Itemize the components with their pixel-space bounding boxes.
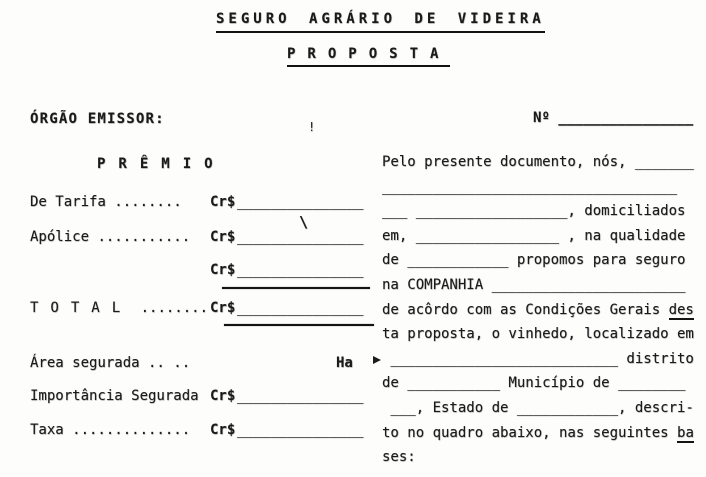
body-line xyxy=(382,150,704,175)
fill-in-blank: _______________ xyxy=(237,229,364,245)
issuer-label: ÓRGÃO EMISSOR: xyxy=(30,111,165,127)
row-total xyxy=(30,300,390,316)
body-text: ses: xyxy=(382,449,416,466)
body-text: ta proposta, o vinhedo, localizado em xyxy=(382,326,694,343)
body-line xyxy=(382,421,704,446)
body-text: de ___________ Município de ________ xyxy=(382,375,686,392)
body-text: Pelo presente documento, nós, _______ xyxy=(382,154,694,170)
arrow-right-icon xyxy=(373,356,381,364)
document-subtitle: PROPOSTA xyxy=(287,46,450,67)
body-text: ___________________________________ xyxy=(382,178,678,195)
unit-label: Ha xyxy=(336,355,353,371)
policy-number-row xyxy=(533,110,693,126)
row-importancia-segurada xyxy=(30,388,390,404)
dot-leaders: ........ xyxy=(105,194,182,210)
fill-in-blank: _______________ xyxy=(237,388,364,404)
continuation-underline: ba xyxy=(677,424,694,441)
fill-in-blank: _______________ xyxy=(237,262,364,278)
body-line xyxy=(382,248,704,273)
field-label: Apólice xyxy=(30,229,90,245)
body-line xyxy=(382,199,704,224)
body-text: ___ __________________, domiciliados xyxy=(382,203,686,220)
dot-leaders: .. .. xyxy=(139,355,191,371)
body-text: de acôrdo com as Condições Gerais xyxy=(382,301,669,318)
field-label: Importância Segurada xyxy=(30,388,199,404)
total-double-rule-line xyxy=(224,324,374,326)
body-text: ___________________________ distrito xyxy=(382,350,694,367)
body-line xyxy=(382,445,704,470)
fill-in-blank: _______________ xyxy=(237,300,364,316)
row-area-segurada xyxy=(30,355,390,371)
continuation-underline: des xyxy=(668,301,694,318)
body-line xyxy=(382,224,704,249)
premium-section-heading: PRÊMIO xyxy=(97,156,226,172)
body-text: to no quadro abaixo, nas seguintes xyxy=(382,424,678,441)
body-line xyxy=(382,347,704,372)
currency-symbol: Cr$ xyxy=(210,388,236,404)
currency-symbol: Cr$ xyxy=(210,422,236,438)
sum-rule-line xyxy=(222,287,370,289)
fill-in-blank: _______________ xyxy=(237,422,364,438)
field-label: Taxa xyxy=(30,422,64,438)
number-fill-in-blank: ________________ xyxy=(558,110,694,126)
declaration-text-column xyxy=(382,150,704,470)
row-taxa xyxy=(30,422,390,438)
dot-leaders: ........... xyxy=(89,229,191,245)
field-label: Área segurada xyxy=(30,355,140,371)
currency-symbol: Cr$ xyxy=(210,262,236,278)
document-title: SEGURO AGRÁRIO DE VIDEIRA xyxy=(216,11,545,33)
body-line xyxy=(382,273,704,298)
body-text: ___, Estado de ____________, descri- xyxy=(382,399,694,416)
stray-mark: \ xyxy=(299,213,309,231)
body-text: de ____________ propomos para seguro xyxy=(382,252,686,269)
body-line xyxy=(382,175,704,200)
fill-in-blank: _______________ xyxy=(237,194,364,210)
currency-symbol: Cr$ xyxy=(210,194,236,210)
stray-mark: ! xyxy=(308,120,316,134)
body-line xyxy=(382,371,704,396)
body-line xyxy=(382,298,704,323)
number-label: Nº xyxy=(533,110,559,126)
dot-leaders: ........ xyxy=(132,300,209,316)
currency-symbol: Cr$ xyxy=(210,300,236,316)
currency-symbol: Cr$ xyxy=(210,229,236,245)
body-line xyxy=(382,322,704,347)
field-label: TOTAL xyxy=(30,300,133,316)
row-de-tarifa xyxy=(30,194,390,210)
row-apolice xyxy=(30,229,390,245)
field-label: De Tarifa xyxy=(30,194,106,210)
body-text: na COMPANHIA _______________________ xyxy=(382,276,686,293)
dot-leaders: .............. xyxy=(63,422,191,438)
body-line xyxy=(382,396,704,421)
premium-fields-column xyxy=(30,0,390,477)
body-text: em, _________________ , na qualidade xyxy=(382,227,686,244)
